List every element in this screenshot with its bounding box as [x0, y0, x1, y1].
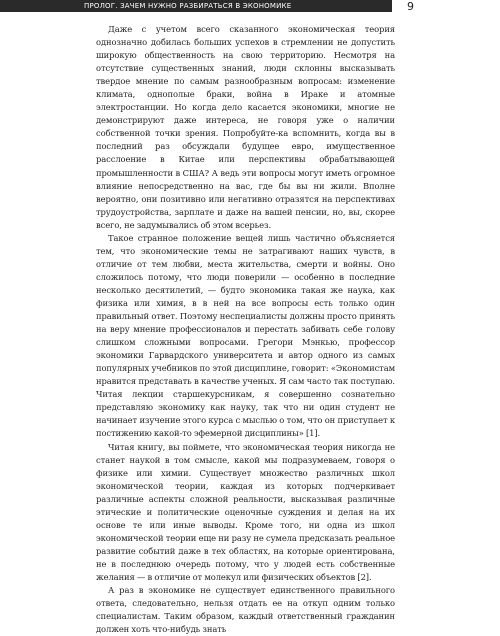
paragraph-1: Даже с учетом всего сказанного экономическая теория однозначно добилась больших успехов в стремлении не допустить широкую общественность на свою территорию. Несмотря на отсутствие существенных знаний, люди склонны высказывать твердое мнение по самым разнообразным вопросам: изменение климата, однополые браки, война в Ираке и атомные электростанции. Но когда дело касается экономики, многие не демонстрируют даже интереса, не говоря уже о наличии собственной точки зрения. Попробуйте-ка вспомнить, когда вы в последний раз обсуждали будущее евро, имущественное расслоение в Китае или перспективы обрабатывающей промышленности в США? А ведь эти вопросы могут иметь огромное влияние непосредственно на вас, где бы вы ни жили. Вполне вероятно, они позитивно или негативно отразятся на перспективах трудоустройства, зарплате и даже на вашей пенсии, но, вы, скорее всего, не задумывались об этом всерьез. [96, 24, 395, 230]
body-text [96, 23, 395, 636]
running-title: ПРОЛОГ. ЗАЧЕМ НУЖНО РАЗБИРАТЬСЯ В ЭКОНОМИКЕ [0, 0, 392, 12]
paragraph-3: Читая книгу, вы поймете, что экономическая теория никогда не станет наукой в том смысле, какой мы подразумеваем, говоря о физике или химии. Существует множество различных школ экономической теории, каждая из которых подчеркивает различные аспекты сложной реальности, высказывая различные этические и политические оценочные суждения и делая на их основе те или иные выводы. Кроме того, ни одна из школ экономической теории еще ни разу не сумела предсказать реальное развитие событий даже в тех областях, на которые ориентирована, не в последнюю очередь потому, что у людей есть собственные желания — в отличие от молекул или физических объектов [2]. [96, 441, 395, 582]
page-number: 9 [407, 0, 414, 13]
running-header [0, 0, 500, 13]
paragraph-2: Такое странное положение вещей лишь частично объясняется тем, что экономические темы не затрагивают наших чувств, в отличие от тем любви, места жительства, смерти и войны. Оно сложилось потому, что люди поверили — особенно в последние несколько десятилетий, — будто экономика такая же наука, как физика или химия, в в ней на все вопросы есть только один правильный ответ. Поэтому неспециалисты должны просто принять на веру мнение профессионалов и перестать забивать себе голову слишком сложными вопросами. Грегори Мэнкью, профессор экономики Гарвардского университета и автор одного из самых популярных учебников по этой дисциплине, говорит: «Экономистам нравится представать в качестве ученых. Я сам часто так поступаю. Читая лекции старшекурсникам, я совершенно сознательно представляю экономику как науку, так что ни один студент не начинает изучение этого курса с мыслью о том, что он приступает к постижению какой-то эфемерной дисциплины» [1]. [96, 232, 395, 439]
paragraph-4: А раз в экономике не существует единственного правильного ответа, следовательно, нельзя отдать ее на откуп одним только специалистам. Таким образом, каждый ответственный гражданин должен хоть что-нибудь знать [96, 585, 395, 635]
